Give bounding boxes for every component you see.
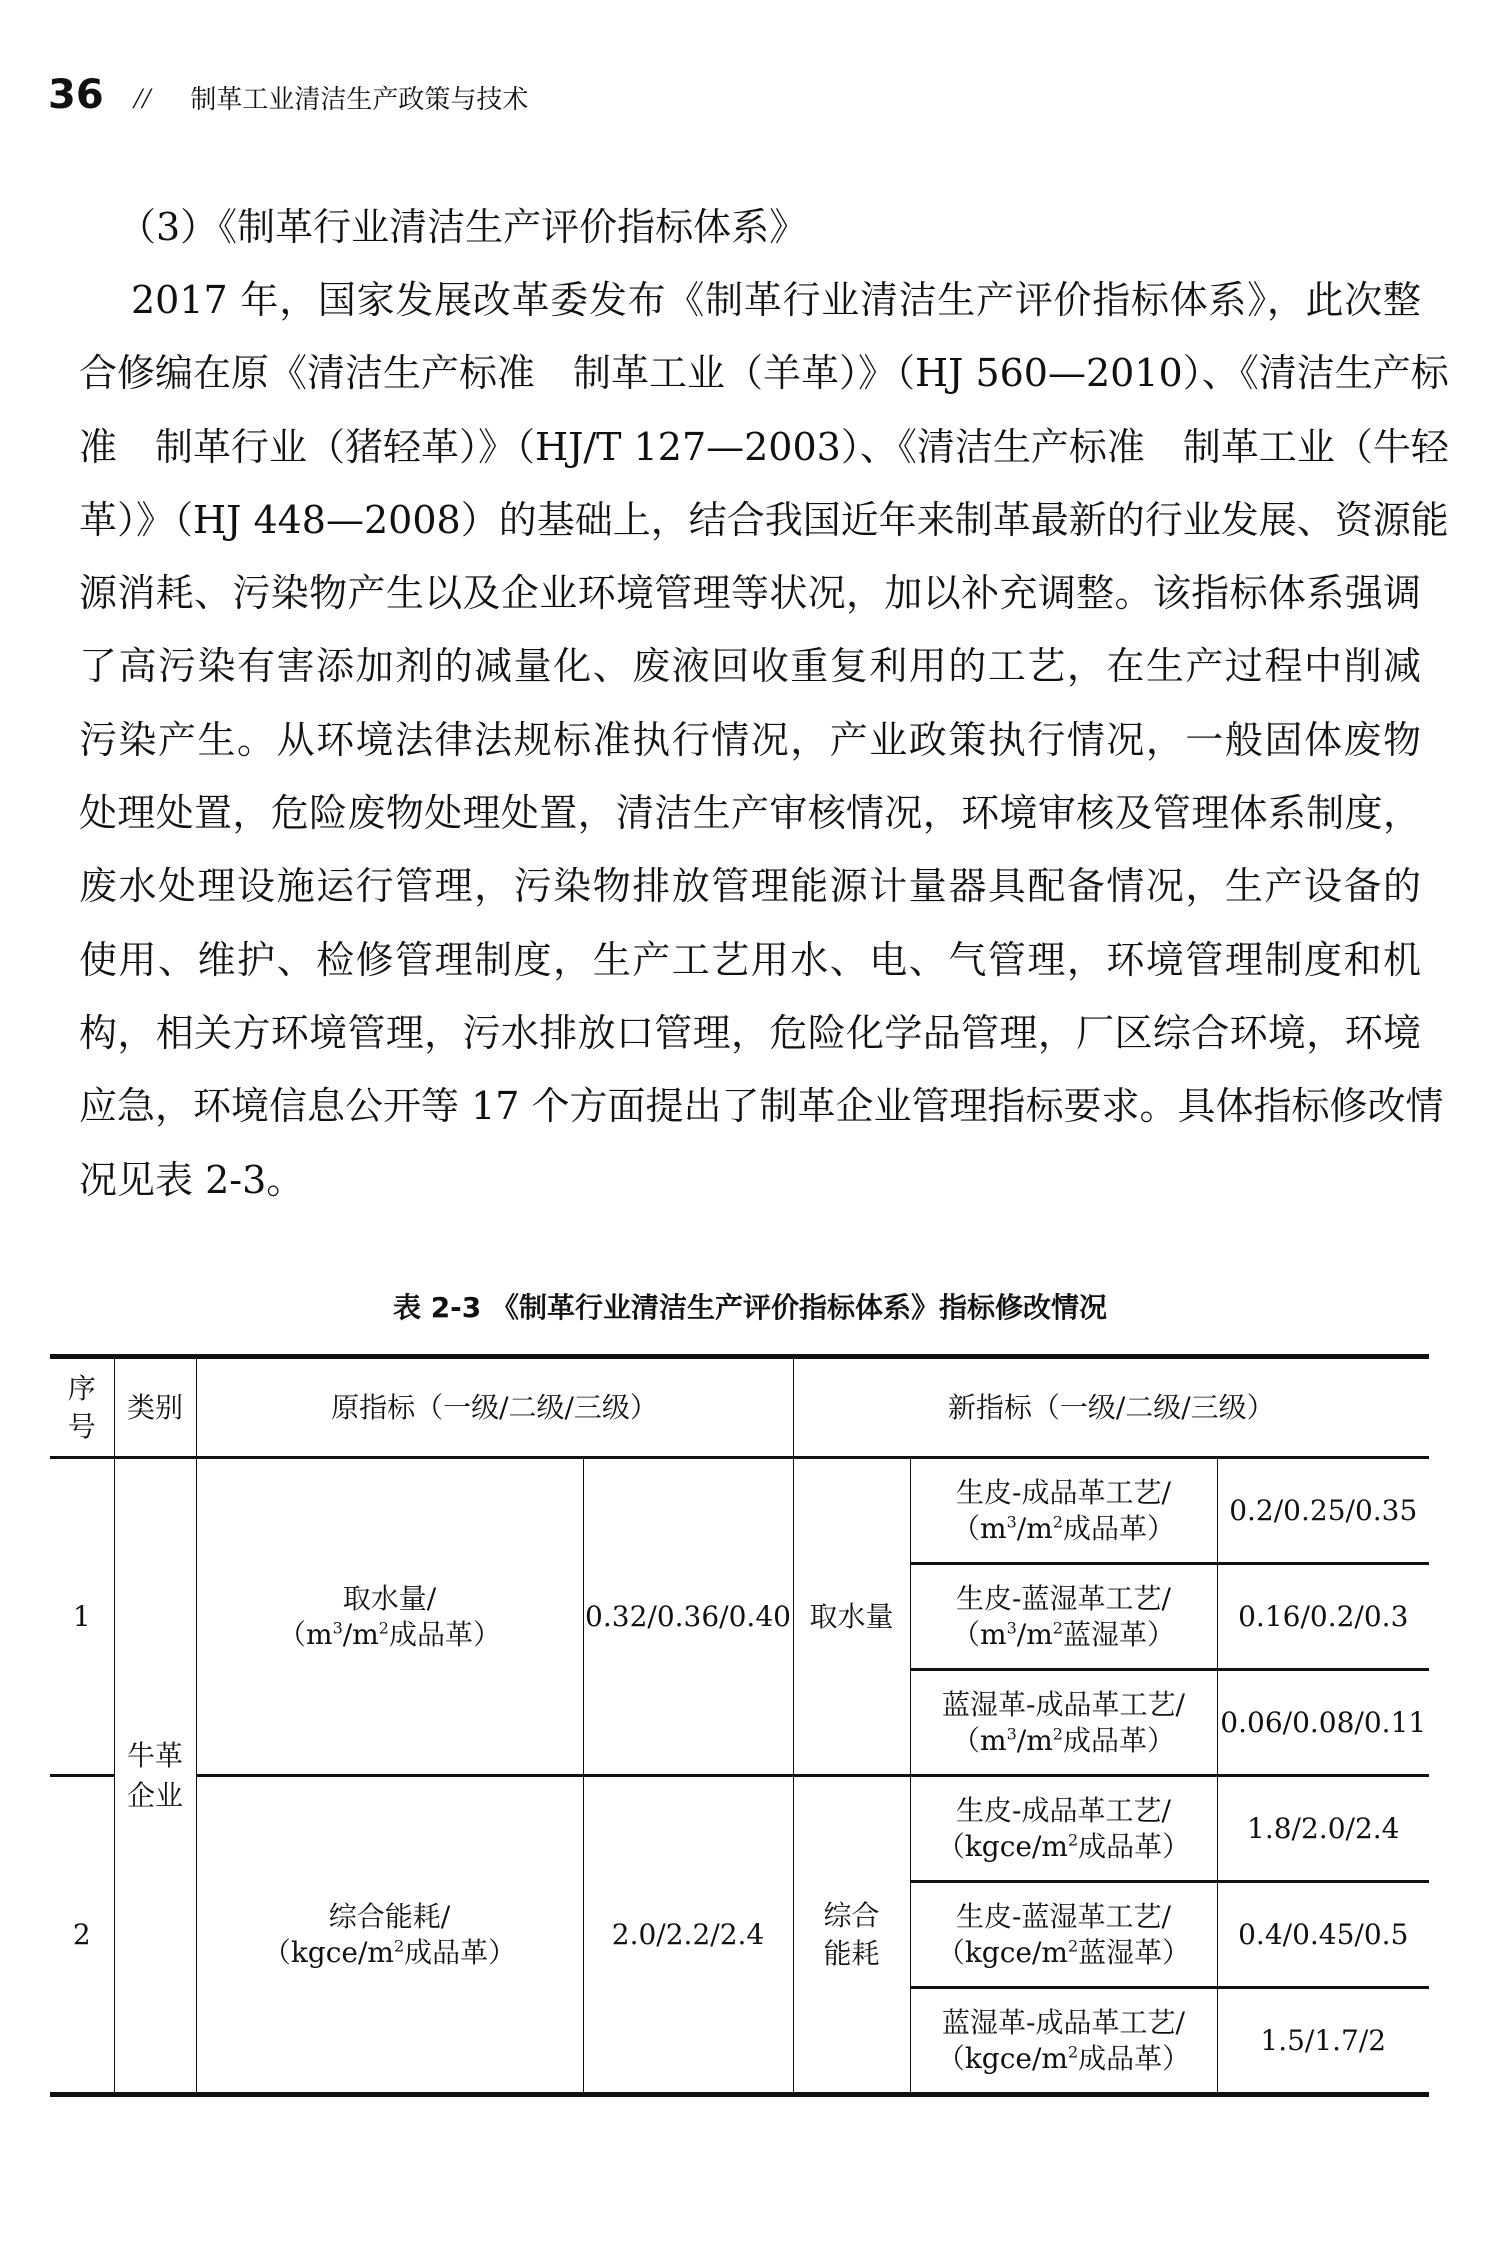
- table-row: [50, 1776, 1429, 1882]
- paragraph-line: 应急，环境信息公开等 17 个方面提出了制革企业管理指标要求。具体指标修改情: [79, 1084, 1444, 1129]
- new-value-cell: 0.4/0.45/0.5: [1217, 1882, 1429, 1988]
- old-indicator-value: 2.0/2.2/2.4: [583, 1776, 793, 2095]
- header-category: 类别: [114, 1357, 196, 1458]
- paragraph-line: 2017 年，国家发展改革委发布《制革行业清洁生产评价指标体系》，此次整: [131, 278, 1421, 322]
- category-cell: 牛革 企业: [114, 1458, 196, 2095]
- page-number: 36: [48, 72, 104, 118]
- paragraph-line: 使用、维护、检修管理制度，生产工艺用水、电、气管理，环境管理制度和机: [79, 937, 1421, 982]
- row-number: 2: [50, 1776, 114, 2095]
- paragraph-line: 况见表 2-3。: [79, 1157, 305, 1202]
- paragraph-line: 革）》（HJ 448—2008）的基础上，结合我国近年来制革最新的行业发展、资源能: [79, 497, 1449, 542]
- old-indicator-name: 综合能耗/ （$kgce/m^2$成品革）: [196, 1776, 583, 2095]
- process-cell: 生皮-成品革工艺/ （$kgce/m^2$成品革）: [910, 1776, 1217, 1882]
- paragraph-line: 构，相关方环境管理，污水排放口管理，危险化学品管理，厂区综合环境，环境: [79, 1010, 1421, 1055]
- process-cell: 生皮-蓝湿革工艺/ （$kgce/m^2$蓝湿革）: [910, 1882, 1217, 1988]
- new-indicator-name: 取水量: [793, 1458, 910, 1776]
- paragraph-line: 处理处置，危险废物处理处置，清洁生产审核情况，环境审核及管理体系制度，: [79, 791, 1421, 836]
- paragraph-line: 废水处理设施运行管理，污染物排放管理能源计量器具配备情况，生产设备的: [79, 864, 1421, 909]
- running-header: [48, 72, 528, 118]
- header-new-indicator: 新指标（一级/二级/三级）: [793, 1357, 1429, 1458]
- new-value-cell: 1.5/1.7/2: [1217, 1988, 1429, 2095]
- table-caption: 表 2-3 《制革行业清洁生产评价指标体系》指标修改情况: [392, 1291, 1108, 1324]
- section-title: （3）《制革行业清洁生产评价指标体系》: [118, 205, 808, 249]
- paragraph-line: 准 制革行业（猪轻革）》（HJ/T 127—2003）、《清洁生产标准 制革工业（牛轻: [79, 424, 1449, 469]
- new-value-cell: 0.06/0.08/0.11: [1217, 1670, 1429, 1776]
- new-value-cell: 1.8/2.0/2.4: [1217, 1776, 1429, 1882]
- process-cell: 生皮-成品革工艺/ （$m^3/m^2$成品革）: [910, 1458, 1217, 1564]
- paragraph-line: 了高污染有害添加剂的减量化、废液回收重复利用的工艺，在生产过程中削减: [79, 644, 1421, 689]
- book-title: 制革工业清洁生产政策与技术: [190, 85, 529, 115]
- new-value-cell: 0.16/0.2/0.3: [1217, 1564, 1429, 1670]
- paragraph-line: 合修编在原《清洁生产标准 制革工业（羊革）》（HJ 560—2010）、《清洁生产标: [79, 351, 1449, 396]
- header-no: 序 号: [50, 1357, 114, 1458]
- indicator-table: [50, 1354, 1429, 2097]
- header-separator: //: [133, 82, 151, 115]
- process-cell: 蓝湿革-成品革工艺/ （$m^3/m^2$成品革）: [910, 1670, 1217, 1776]
- new-indicator-name: 综合 能耗: [793, 1776, 910, 2095]
- paragraph-line: 污染产生。从环境法律法规标准执行情况，产业政策执行情况，一般固体废物: [79, 717, 1421, 762]
- paragraph-line: 源消耗、污染物产生以及企业环境管理等状况，加以补充调整。该指标体系强调: [79, 571, 1421, 616]
- new-value-cell: 0.2/0.25/0.35: [1217, 1458, 1429, 1564]
- table-row: [50, 1458, 1429, 1564]
- body-paragraph: [79, 264, 1449, 1217]
- header-old-indicator: 原指标（一级/二级/三级）: [196, 1357, 793, 1458]
- old-indicator-value: 0.32/0.36/0.40: [583, 1458, 793, 1776]
- process-cell: 生皮-蓝湿革工艺/ （$m^3/m^2$蓝湿革）: [910, 1564, 1217, 1670]
- table-header-row: [50, 1357, 1429, 1458]
- old-indicator-name: 取水量/ （$m^3/m^2$成品革）: [196, 1458, 583, 1776]
- process-cell: 蓝湿革-成品革工艺/ （$kgce/m^2$成品革）: [910, 1988, 1217, 2095]
- row-number: 1: [50, 1458, 114, 1776]
